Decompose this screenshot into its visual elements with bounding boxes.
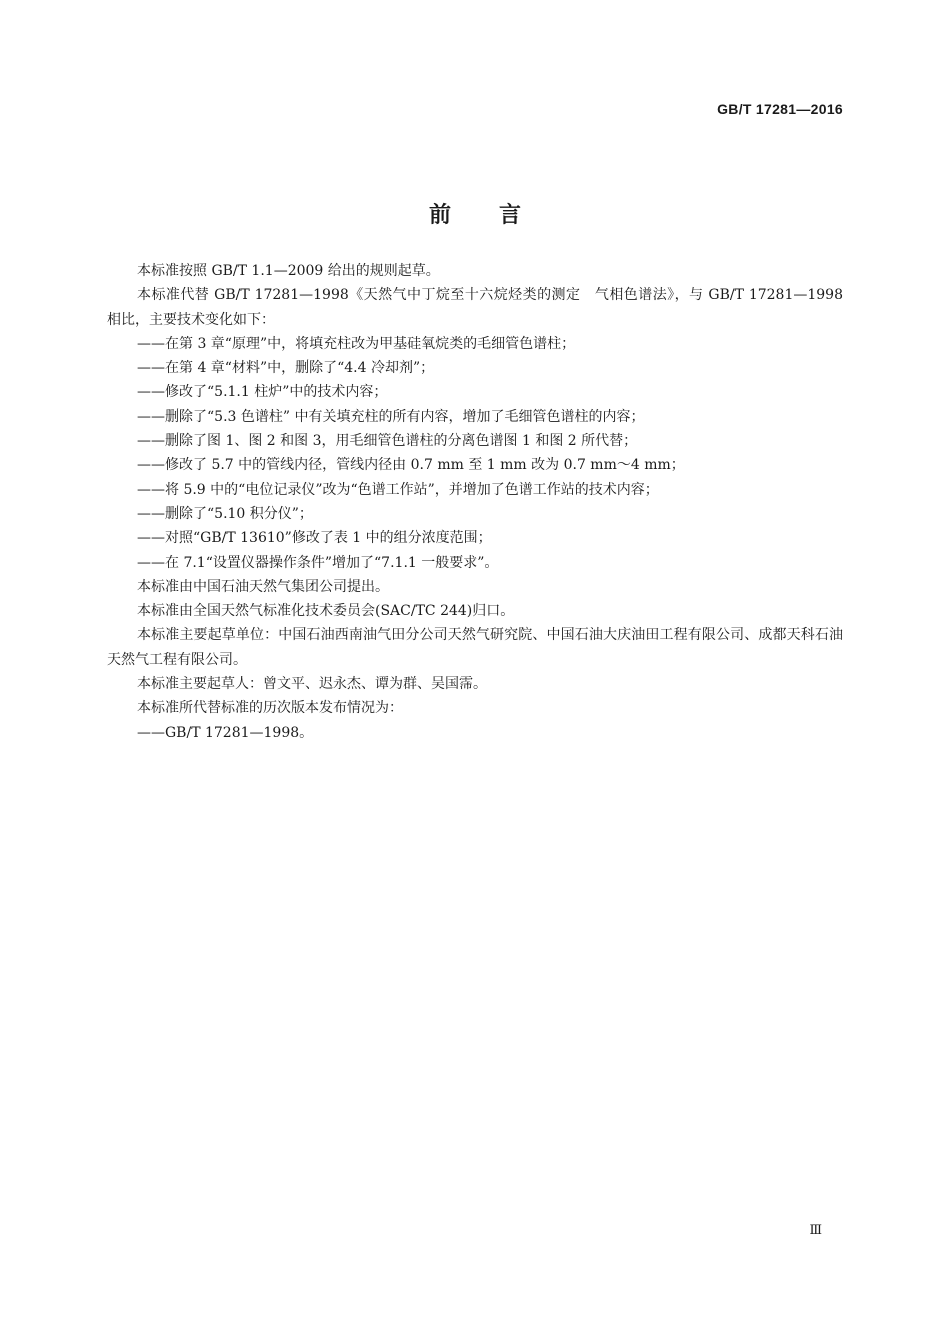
paragraph-drafting-units: 本标准主要起草单位：中国石油西南油气田分公司天然气研究院、中国石油大庆油田工程有限公司、成都天科石油天然气工程有限公司。	[107, 627, 843, 668]
change-item: ——在第 4 章“材料”中，删除了“4.4 冷却剂”；	[137, 360, 435, 377]
paragraph-proposer: 本标准由中国石油天然气集团公司提出。	[137, 578, 389, 595]
page-title: 前言	[428, 202, 569, 228]
change-item: ——对照“GB/T 13610”修改了表 1 中的组分浓度范围；	[137, 530, 492, 547]
paragraph-committee: 本标准由全国天然气标准化技术委员会(SAC/TC 244)归口。	[137, 603, 515, 620]
change-item: ——在 7.1“设置仪器操作条件”增加了“7.1.1 一般要求”。	[137, 554, 499, 571]
foreword-body	[107, 259, 843, 745]
paragraph-drafting-rules: 本标准按照 GB/T 1.1—2009 给出的规则起草。	[137, 263, 440, 279]
paragraph-replacement: 本标准代替 GB/T 17281—1998《天然气中丁烷至十六烷烃类的测定 气相色谱法》，与 GB/T 17281—1998 相比，主要技术变化如下：	[107, 287, 843, 328]
change-item: ——删除了“5.10 积分仪”；	[137, 505, 313, 522]
paragraph-history: 本标准所代替标准的历次版本发布情况为：	[137, 700, 403, 717]
change-item: ——删除了“5.3 色谱柱” 中有关填充柱的所有内容，增加了毛细管色谱柱的内容；	[137, 408, 645, 425]
change-item: ——将 5.9 中的“电位记录仪”改为“色谱工作站”，并增加了色谱工作站的技术内容；	[137, 481, 659, 498]
page-number: Ⅲ	[809, 1223, 822, 1238]
paragraph-drafters: 本标准主要起草人：曾文平、迟永杰、谭为群、吴国霈。	[137, 676, 487, 693]
change-item: ——删除了图 1、图 2 和图 3，用毛细管色谱柱的分离色谱图 1 和图 2 所代替；	[137, 433, 638, 450]
history-item: ——GB/T 17281—1998。	[137, 724, 314, 741]
standard-number: GB/T 17281—2016	[717, 101, 843, 117]
change-item: ——修改了 5.7 中的管线内径，管线内径由 0.7 mm 至 1 mm 改为 0.7 mm～4 mm；	[137, 457, 685, 474]
change-item: ——修改了“5.1.1 柱炉”中的技术内容；	[137, 384, 388, 401]
change-item: ——在第 3 章“原理”中，将填充柱改为甲基硅氧烷类的毛细管色谱柱；	[137, 335, 576, 352]
